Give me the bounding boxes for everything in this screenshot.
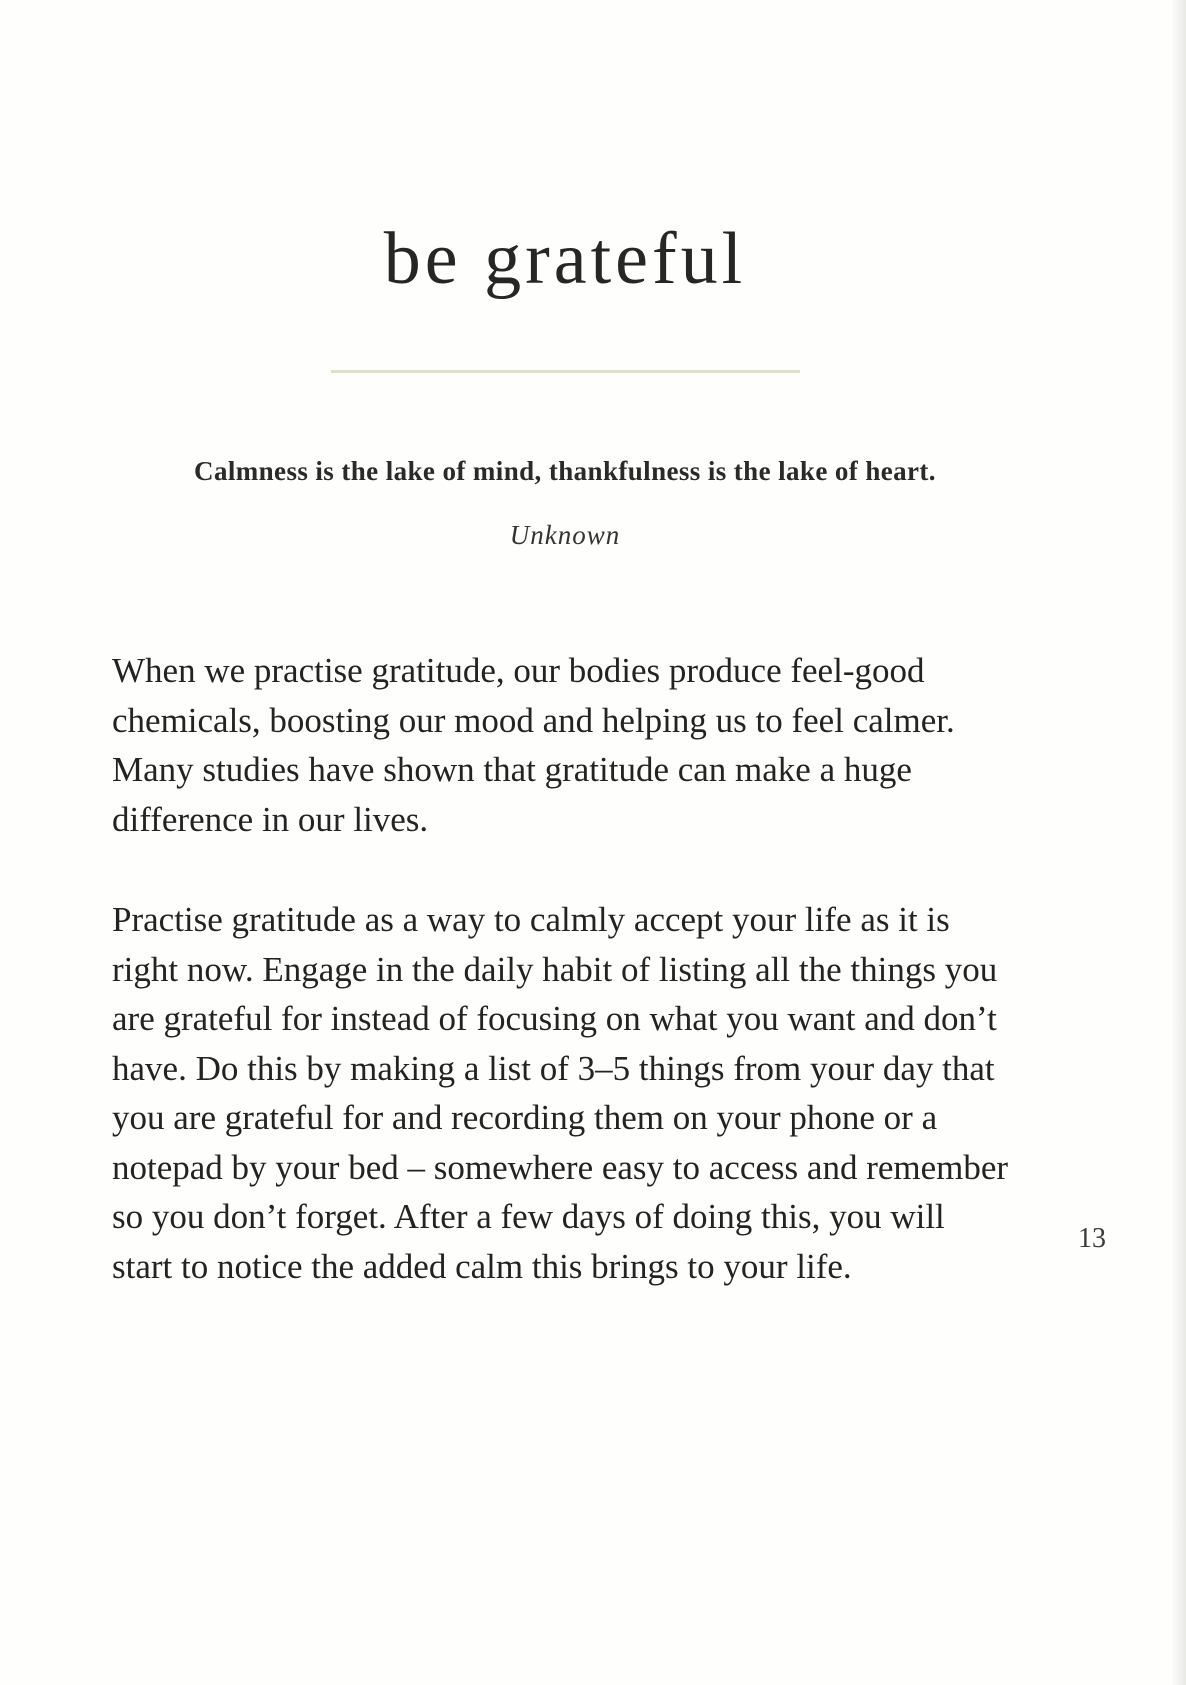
epigraph-quote: Calmness is the lake of mind, thankfulness is the lake of heart. <box>194 456 936 486</box>
body-paragraph-2: Practise gratitude as a way to calmly accept your life as it is right now. Engage in the daily habit of listing all the things you are grateful for instead of focusing on what you want and don’t have. Do this by making a list of 3–5 things from your day that you are grateful for and recording them on your phone or a notepad by your bed – somewhere easy to access and remember so you don’t forget. After a few days of doing this, you will start to notice the added calm this brings to your life. <box>112 900 1009 1286</box>
page-edge-shadow <box>1172 0 1186 1685</box>
page-title: be grateful <box>383 218 747 300</box>
body-paragraph-1: When we practise gratitude, our bodies produce feel-good chemicals, boosting our mood and helping us to feel calmer. Many studies have shown that gratitude can make a huge difference in our lives. <box>112 651 955 839</box>
title-divider <box>331 370 800 373</box>
epigraph-attribution: Unknown <box>509 520 621 550</box>
page-number: 13 <box>1078 1223 1106 1254</box>
